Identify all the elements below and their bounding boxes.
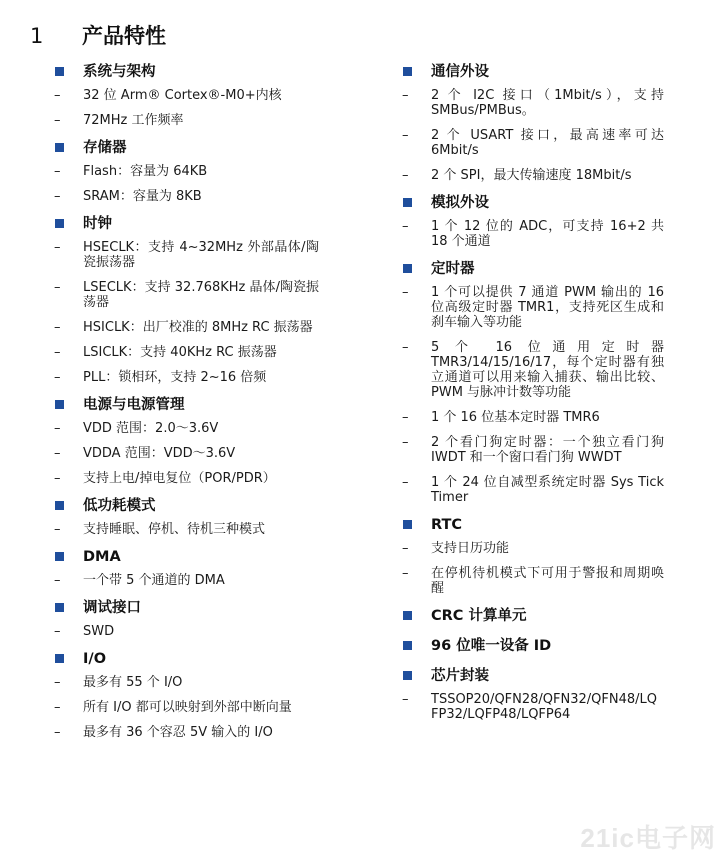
group-heading: 模拟外设 bbox=[402, 193, 664, 213]
group-timers bbox=[402, 259, 664, 505]
dash-bullet: – bbox=[54, 725, 61, 740]
bullet-square-icon bbox=[55, 219, 64, 228]
group-heading: DMA bbox=[54, 547, 344, 567]
bullet-square-icon bbox=[55, 552, 64, 561]
group-heading: 芯片封装 bbox=[402, 666, 664, 686]
list-item: – LSECLK：支持 32.768KHz 晶体/陶瓷振荡器 bbox=[54, 280, 319, 310]
list-item: – PLL：锁相环，支持 2~16 倍频 bbox=[54, 370, 267, 385]
section-number: 1 bbox=[30, 24, 44, 48]
group-heading: RTC bbox=[402, 515, 664, 535]
group-heading: 96 位唯一设备 ID bbox=[402, 636, 664, 656]
group-power-management bbox=[54, 395, 344, 486]
dash-bullet: – bbox=[54, 320, 61, 335]
group-heading: 通信外设 bbox=[402, 62, 664, 82]
group-heading: CRC 计算单元 bbox=[402, 606, 664, 626]
dash-bullet: – bbox=[402, 88, 409, 103]
bullet-square-icon bbox=[403, 611, 412, 620]
bullet-square-icon bbox=[403, 520, 412, 529]
group-system-architecture bbox=[54, 62, 344, 128]
right-column bbox=[402, 62, 664, 732]
list-item: – 1 个可以提供 7 通道 PWM 输出的 16 位高级定时器 TMR1，支持死区生成和刹车输入等功能 bbox=[402, 285, 664, 330]
dash-bullet: – bbox=[54, 280, 61, 295]
list-item: – 所有 I/O 都可以映射到外部中断向量 bbox=[54, 700, 292, 715]
dash-bullet: – bbox=[54, 370, 61, 385]
bullet-square-icon bbox=[55, 400, 64, 409]
dash-bullet: – bbox=[54, 189, 61, 204]
group-heading: 系统与架构 bbox=[54, 62, 344, 82]
list-item: – 一个带 5 个通道的 DMA bbox=[54, 573, 225, 588]
list-item: – Flash：容量为 64KB bbox=[54, 164, 208, 179]
list-item: – SWD bbox=[54, 624, 115, 639]
list-item: – VDDA 范围：VDD～3.6V bbox=[54, 446, 236, 461]
section-title: 产品特性 bbox=[82, 24, 166, 48]
list-item: – VDD 范围：2.0～3.6V bbox=[54, 421, 219, 436]
group-dma bbox=[54, 547, 344, 588]
dash-bullet: – bbox=[54, 522, 61, 537]
list-item: – 32 位 Arm® Cortex®-M0+内核 bbox=[54, 88, 282, 103]
dash-bullet: – bbox=[54, 345, 61, 360]
group-unique-id bbox=[402, 636, 664, 656]
list-item: – 2 个 USART 接口，最高速率可达 6Mbit/s bbox=[402, 128, 664, 158]
group-heading: 存储器 bbox=[54, 138, 344, 158]
list-item: – 2 个 I2C 接口（1Mbit/s），支持 SMBus/PMBus。 bbox=[402, 88, 664, 118]
list-item: – TSSOP20/QFN28/QFN32/QFN48/LQFP32/LQFP48/LQFP64 bbox=[402, 692, 657, 722]
group-heading: 低功耗模式 bbox=[54, 496, 344, 516]
dash-bullet: – bbox=[402, 168, 409, 183]
dash-bullet: – bbox=[54, 240, 61, 255]
bullet-square-icon bbox=[55, 67, 64, 76]
dash-bullet: – bbox=[402, 128, 409, 143]
dash-bullet: – bbox=[402, 475, 409, 490]
bullet-square-icon bbox=[55, 603, 64, 612]
list-item: – 1 个 24 位自减型系统定时器 Sys Tick Timer bbox=[402, 475, 664, 505]
dash-bullet: – bbox=[402, 566, 409, 581]
bullet-square-icon bbox=[55, 501, 64, 510]
dash-bullet: – bbox=[402, 285, 409, 300]
list-item: – LSICLK：支持 40KHz RC 振荡器 bbox=[54, 345, 277, 360]
dash-bullet: – bbox=[54, 624, 61, 639]
group-heading: 调试接口 bbox=[54, 598, 344, 618]
dash-bullet: – bbox=[54, 573, 61, 588]
dash-bullet: – bbox=[54, 88, 61, 103]
list-item: – 支持日历功能 bbox=[402, 541, 510, 556]
group-io bbox=[54, 649, 344, 740]
group-debug-interface bbox=[54, 598, 344, 639]
group-heading: 时钟 bbox=[54, 214, 344, 234]
dash-bullet: – bbox=[402, 692, 409, 707]
bullet-square-icon bbox=[403, 641, 412, 650]
list-item: – 1 个 16 位基本定时器 TMR6 bbox=[402, 410, 600, 425]
left-column bbox=[54, 62, 344, 750]
list-item: – 支持上电/掉电复位（POR/PDR） bbox=[54, 471, 276, 486]
dash-bullet: – bbox=[54, 446, 61, 461]
section-heading bbox=[30, 20, 166, 50]
bullet-square-icon bbox=[55, 654, 64, 663]
group-communication bbox=[402, 62, 664, 183]
list-item: – 最多有 55 个 I/O bbox=[54, 675, 183, 690]
group-clock bbox=[54, 214, 344, 385]
dash-bullet: – bbox=[402, 435, 409, 450]
dash-bullet: – bbox=[54, 471, 61, 486]
list-item: – 在停机待机模式下可用于警报和周期唤醒 bbox=[402, 566, 664, 596]
bullet-square-icon bbox=[403, 198, 412, 207]
group-package bbox=[402, 666, 664, 722]
dash-bullet: – bbox=[54, 113, 61, 128]
group-rtc bbox=[402, 515, 664, 596]
group-heading: 电源与电源管理 bbox=[54, 395, 344, 415]
dash-bullet: – bbox=[402, 410, 409, 425]
list-item: – SRAM：容量为 8KB bbox=[54, 189, 202, 204]
list-item: – 5 个 16 位通用定时器 TMR3/14/15/16/17，每个定时器有独立通道可以用来输入捕获、输出比较、PWM 与脉冲计数等功能 bbox=[402, 340, 664, 400]
group-low-power bbox=[54, 496, 344, 537]
dash-bullet: – bbox=[54, 421, 61, 436]
dash-bullet: – bbox=[54, 164, 61, 179]
group-heading: 定时器 bbox=[402, 259, 664, 279]
list-item: – 支持睡眠、停机、待机三种模式 bbox=[54, 522, 266, 537]
list-item: – 2 个看门狗定时器：一个独立看门狗 IWDT 和一个窗口看门狗 WWDT bbox=[402, 435, 664, 465]
list-item: – 最多有 36 个容忍 5V 输入的 I/O bbox=[54, 725, 273, 740]
watermark-logo: 21ic电子网 bbox=[580, 823, 716, 853]
dash-bullet: – bbox=[402, 219, 409, 234]
bullet-square-icon bbox=[403, 67, 412, 76]
list-item: – HSICLK：出厂校准的 8MHz RC 振荡器 bbox=[54, 320, 313, 335]
list-item: – 2 个 SPI，最大传输速度 18Mbit/s bbox=[402, 168, 632, 183]
group-analog bbox=[402, 193, 664, 249]
group-crc bbox=[402, 606, 664, 626]
dash-bullet: – bbox=[402, 340, 409, 355]
list-item: – HSECLK：支持 4~32MHz 外部晶体/陶瓷振荡器 bbox=[54, 240, 319, 270]
list-item: – 72MHz 工作频率 bbox=[54, 113, 184, 128]
bullet-square-icon bbox=[403, 264, 412, 273]
group-memory bbox=[54, 138, 344, 204]
dash-bullet: – bbox=[402, 541, 409, 556]
dash-bullet: – bbox=[54, 675, 61, 690]
list-item: – 1 个 12 位的 ADC，可支持 16+2 共 18 个通道 bbox=[402, 219, 664, 249]
group-heading: I/O bbox=[54, 649, 344, 669]
dash-bullet: – bbox=[54, 700, 61, 715]
bullet-square-icon bbox=[55, 143, 64, 152]
bullet-square-icon bbox=[403, 671, 412, 680]
